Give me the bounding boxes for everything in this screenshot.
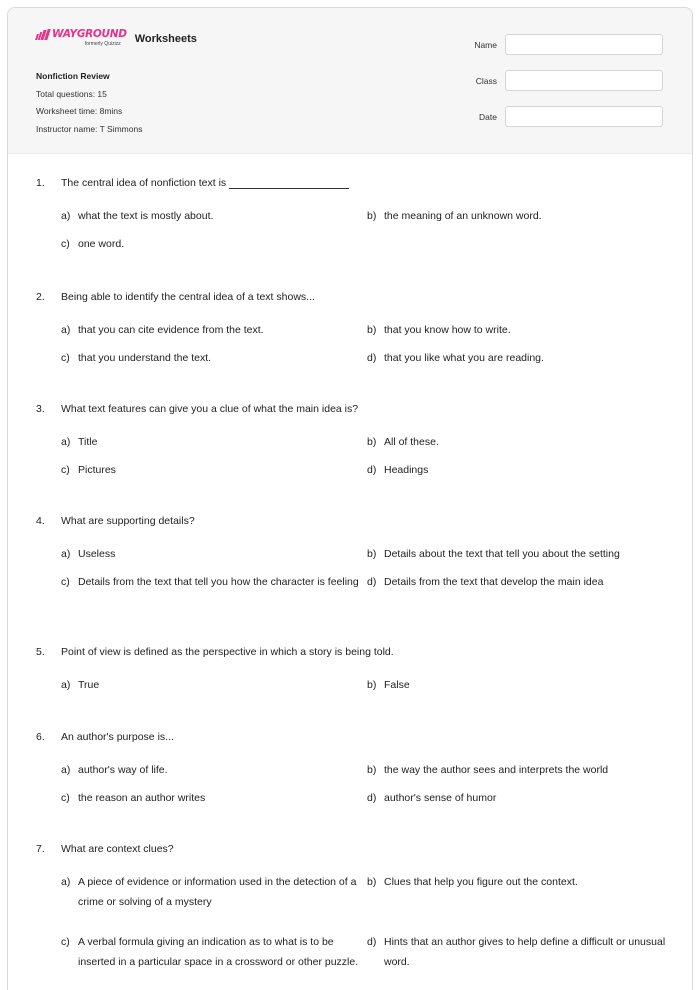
- option-letter: c): [61, 352, 70, 364]
- answer-blank: [229, 177, 349, 189]
- option-letter: d): [367, 464, 377, 476]
- option-a[interactable]: [61, 760, 361, 780]
- option-letter: a): [61, 210, 71, 222]
- option-b[interactable]: [367, 675, 667, 695]
- option-letter: c): [61, 792, 70, 804]
- option-c[interactable]: [61, 234, 361, 254]
- option-text: Clues that help you figure out the context.: [384, 876, 578, 888]
- option-letter: d): [367, 792, 377, 804]
- logo-subtext: formerly Quizizz: [84, 41, 121, 47]
- option-text: that you like what you are reading.: [384, 352, 544, 364]
- option-d[interactable]: [367, 572, 667, 592]
- option-letter: b): [367, 764, 377, 776]
- option-letter: a): [61, 679, 71, 691]
- option-letter: d): [367, 936, 377, 948]
- option-b[interactable]: [367, 544, 667, 564]
- question-number: 5.: [36, 646, 45, 658]
- option-d[interactable]: [367, 460, 667, 480]
- name-label: Name: [474, 39, 497, 50]
- option-letter: c): [61, 576, 70, 588]
- class-label: Class: [475, 75, 497, 86]
- option-a[interactable]: [61, 432, 361, 452]
- question-text: Point of view is defined as the perspective in which a story is being told.: [61, 646, 394, 658]
- option-letter: a): [61, 764, 71, 776]
- date-label: Date: [479, 111, 497, 122]
- option-c[interactable]: [61, 788, 361, 808]
- option-c[interactable]: [61, 932, 361, 972]
- option-letter: a): [61, 876, 71, 888]
- question-text: What text features can give you a clue of what the main idea is?: [61, 403, 359, 415]
- option-text: A verbal formula giving an indication as to what is to be inserted in a particular space in a crossword or other puzzle.: [78, 936, 359, 968]
- option-letter: c): [61, 238, 70, 250]
- question-text: The central idea of nonfiction text is: [61, 177, 227, 189]
- class-field-row: [474, 70, 663, 91]
- option-text: Pictures: [78, 464, 116, 476]
- option-text: that you can cite evidence from the text.: [78, 324, 264, 336]
- option-text: author's way of life.: [78, 764, 168, 776]
- date-field[interactable]: [505, 106, 663, 127]
- option-b[interactable]: [367, 760, 667, 780]
- option-letter: a): [61, 436, 71, 448]
- question-stem: [36, 646, 394, 658]
- total-questions: Total questions: 15: [36, 88, 107, 99]
- worksheet-header: [8, 8, 692, 154]
- option-d[interactable]: [367, 788, 667, 808]
- option-letter: c): [61, 936, 70, 948]
- option-a[interactable]: [61, 206, 361, 226]
- option-text: A piece of evidence or information used in the detection of a crime or solving of a mystery: [78, 876, 357, 908]
- option-letter: b): [367, 436, 377, 448]
- option-letter: a): [61, 548, 71, 560]
- option-text: what the text is mostly about.: [78, 210, 214, 222]
- question-text: What are context clues?: [61, 843, 174, 855]
- option-letter: b): [367, 876, 377, 888]
- instructor-name: Instructor name: T Simmons: [36, 123, 143, 134]
- option-letter: a): [61, 324, 71, 336]
- question-number: 2.: [36, 291, 45, 303]
- option-b[interactable]: [367, 872, 667, 892]
- question-number: 6.: [36, 731, 45, 743]
- question-stem: [36, 291, 315, 303]
- question-stem: [36, 403, 358, 415]
- option-a[interactable]: [61, 320, 361, 340]
- option-text: that you know how to write.: [384, 324, 511, 336]
- option-text: False: [384, 679, 410, 691]
- wayground-logo: [36, 29, 127, 47]
- question-stem: [36, 177, 349, 189]
- logo-text: WAYGROUND: [52, 28, 127, 40]
- question-text: An author's purpose is...: [61, 731, 174, 743]
- option-text: Details about the text that tell you about the setting: [384, 548, 620, 560]
- option-b[interactable]: [367, 206, 667, 226]
- worksheet-title: Nonfiction Review: [36, 71, 110, 81]
- question-number: 1.: [36, 177, 45, 189]
- option-text: the way the author sees and interprets the world: [384, 764, 609, 776]
- option-letter: c): [61, 464, 70, 476]
- question-stem: [36, 515, 195, 527]
- option-letter: d): [367, 576, 377, 588]
- option-d[interactable]: [367, 932, 667, 972]
- option-d[interactable]: [367, 348, 667, 368]
- option-text: one word.: [78, 238, 125, 250]
- question-text: Being able to identify the central idea of a text shows...: [61, 291, 315, 303]
- option-text: Title: [78, 436, 98, 448]
- option-letter: d): [367, 352, 377, 364]
- option-text: author's sense of humor: [384, 792, 497, 804]
- option-b[interactable]: [367, 432, 667, 452]
- option-a[interactable]: [61, 675, 361, 695]
- option-text: Hints that an author gives to help define a difficult or unusual word.: [384, 936, 666, 968]
- option-text: Details from the text that tell you how the character is feeling: [78, 576, 359, 588]
- student-fields: [474, 34, 663, 142]
- option-text: All of these.: [384, 436, 439, 448]
- option-letter: b): [367, 210, 377, 222]
- option-c[interactable]: [61, 572, 361, 592]
- question-text: What are supporting details?: [61, 515, 195, 527]
- option-text: Headings: [384, 464, 429, 476]
- option-a[interactable]: [61, 544, 361, 564]
- option-text: Useless: [78, 548, 116, 560]
- option-text: that you understand the text.: [78, 352, 212, 364]
- option-c[interactable]: [61, 348, 361, 368]
- question-number: 4.: [36, 515, 45, 527]
- brand-title: Worksheets: [134, 33, 197, 45]
- name-field-row: [474, 34, 663, 55]
- worksheet-card: [7, 7, 693, 990]
- logo-mark-icon: [36, 29, 50, 40]
- question-stem: [36, 731, 174, 743]
- option-text: True: [78, 679, 100, 691]
- brand: [36, 29, 197, 47]
- class-field[interactable]: [505, 70, 663, 91]
- name-field[interactable]: [505, 34, 663, 55]
- option-letter: b): [367, 324, 377, 336]
- option-text: the reason an author writes: [78, 792, 206, 804]
- question-number: 7.: [36, 843, 45, 855]
- option-text: the meaning of an unknown word.: [384, 210, 542, 222]
- option-c[interactable]: [61, 460, 361, 480]
- worksheet-meta: [36, 68, 142, 138]
- question-number: 3.: [36, 403, 45, 415]
- option-text: Details from the text that develop the main idea: [384, 576, 604, 588]
- question-stem: [36, 843, 174, 855]
- option-letter: b): [367, 548, 377, 560]
- option-b[interactable]: [367, 320, 667, 340]
- worksheet-time: Worksheet time: 8mins: [36, 106, 123, 116]
- option-letter: b): [367, 679, 377, 691]
- date-field-row: [474, 106, 663, 127]
- option-a[interactable]: [61, 872, 361, 912]
